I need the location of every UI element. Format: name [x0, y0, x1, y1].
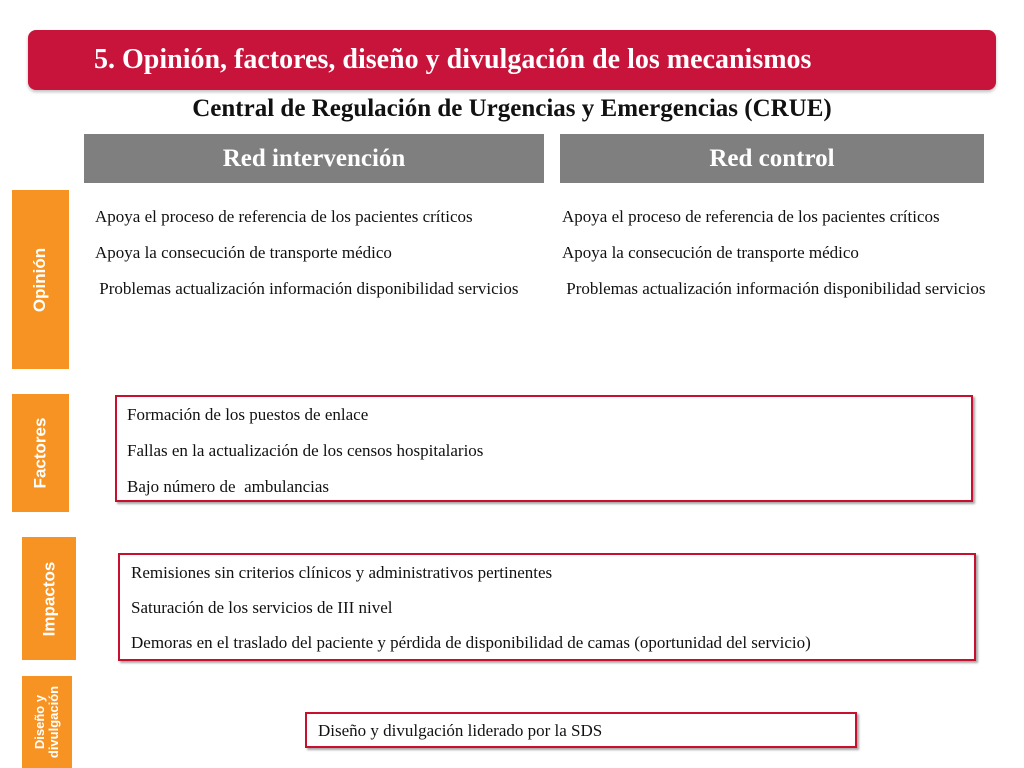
- opinion-control-item: Apoya la consecución de transporte médico: [562, 243, 859, 262]
- diseno-text: Diseño y divulgación liderado por la SDS: [318, 721, 603, 740]
- impactos-item: Demoras en el traslado del paciente y pérdida de disponibilidad de camas (oportunidad del servicio): [131, 633, 811, 652]
- column-header-control: Red control: [560, 134, 984, 183]
- side-tab-diseno-line2: divulgación: [46, 685, 62, 759]
- impactos-item: Saturación de los servicios de III nivel: [131, 598, 393, 617]
- side-tab-opinion: [12, 190, 69, 369]
- impactos-item: Remisiones sin criterios clínicos y administrativos pertinentes: [131, 563, 553, 582]
- side-tab-factores-label: Factores: [30, 417, 50, 489]
- opinion-intervencion-item: Apoya el proceso de referencia de los pacientes críticos: [95, 207, 473, 226]
- side-tab-diseno-line1: Diseño y: [32, 694, 48, 750]
- column-header-intervencion: Red intervención: [84, 134, 544, 183]
- title-banner: [28, 30, 996, 90]
- impactos-box: [118, 553, 976, 661]
- side-tab-diseno: [22, 676, 72, 768]
- opinion-control-item: Apoya el proceso de referencia de los pacientes críticos: [562, 207, 940, 226]
- opinion-intervencion-list: [95, 205, 520, 313]
- side-tab-factores: [12, 394, 69, 512]
- factores-item: Fallas en la actualización de los censos hospitalarios: [127, 441, 484, 460]
- opinion-control-list: [562, 205, 992, 313]
- factores-box: [115, 395, 973, 502]
- side-tab-diseno-label: [33, 686, 61, 758]
- factores-item: Bajo número de ambulancias: [127, 477, 330, 496]
- diseno-box: [305, 712, 857, 748]
- opinion-intervencion-item: Apoya la consecución de transporte médico: [95, 243, 392, 262]
- slide-subtitle: Central de Regulación de Urgencias y Emergencias (CRUE): [192, 95, 832, 122]
- factores-item: Formación de los puestos de enlace: [127, 405, 369, 424]
- opinion-intervencion-item: Problemas actualización información disponibilidad servicios: [95, 279, 519, 298]
- side-tab-impactos: [22, 537, 76, 660]
- slide-title: 5. Opinión, factores, diseño y divulgación de los mecanismos: [94, 44, 812, 75]
- opinion-control-item: Problemas actualización información disponibilidad servicios: [562, 279, 986, 298]
- side-tab-impactos-label: Impactos: [39, 561, 59, 636]
- side-tab-opinion-label: Opinión: [30, 247, 50, 312]
